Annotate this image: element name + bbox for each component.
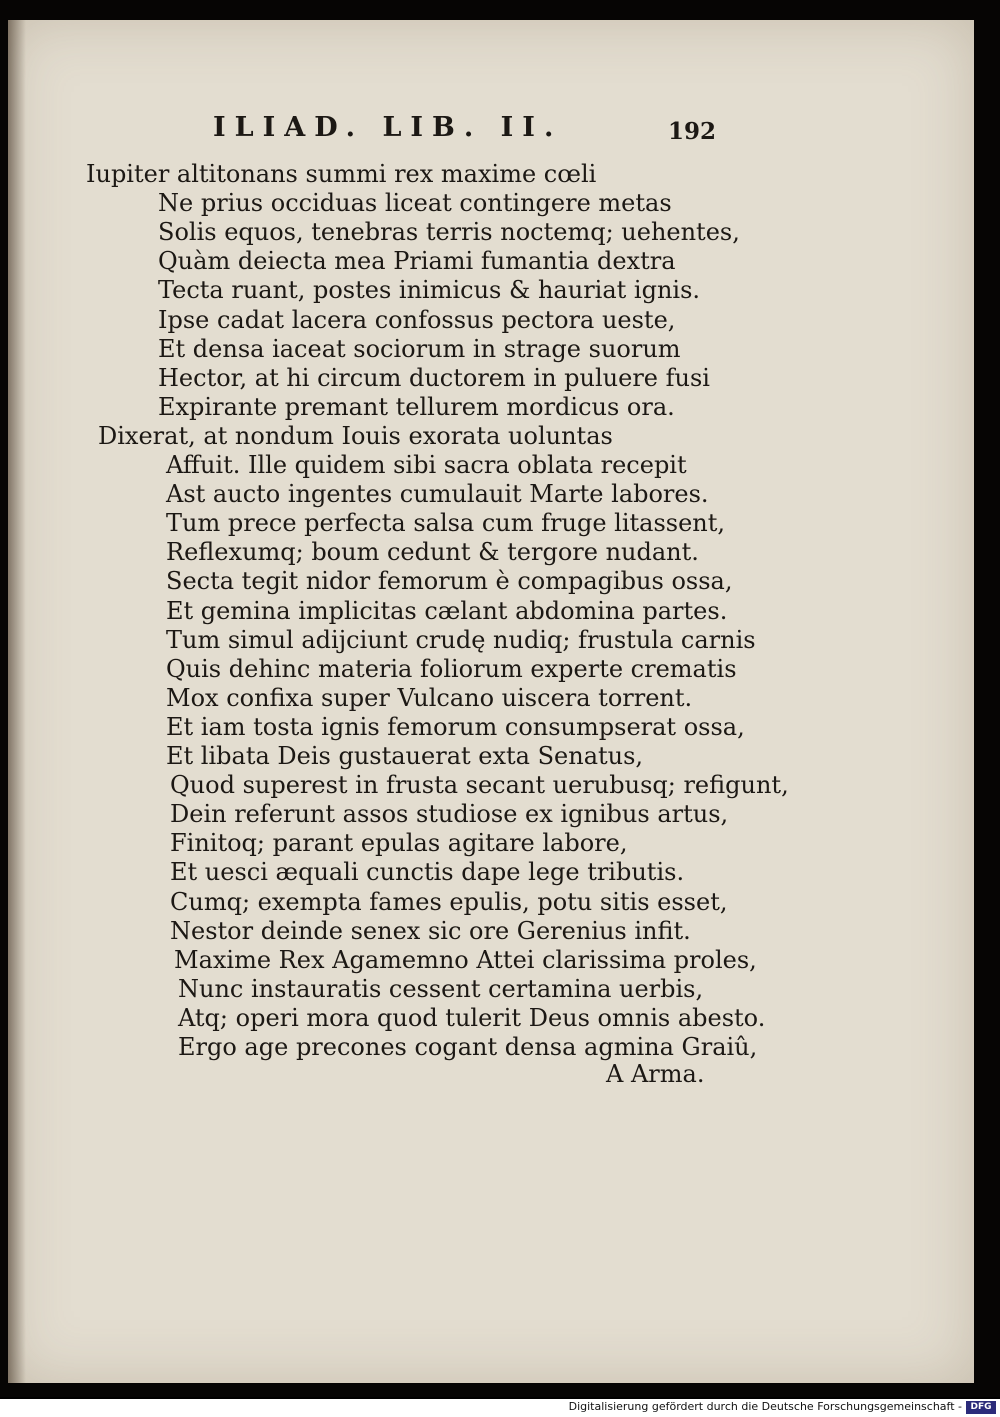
verse-line: Secta tegit nidor femorum è compagibus ossa, xyxy=(166,567,733,596)
page-number: 192 xyxy=(668,118,717,145)
verse-line: Et densa iaceat sociorum in strage suorum xyxy=(158,334,681,363)
verse-line: Affuit. Ille quidem sibi sacra oblata recepit xyxy=(166,451,687,479)
spine-shadow xyxy=(8,20,26,1383)
running-head: ILIAD. LIB. II. xyxy=(213,112,563,143)
verse-line: Quàm deiecta mea Priami fumantia dextra xyxy=(158,247,676,276)
verse-line: Quod superest in frusta secant uerubusq; refigunt, xyxy=(170,771,789,800)
verse-line: Et gemina implicitas cælant abdomina partes. xyxy=(166,596,728,625)
verse-line: Et libata Deis gustauerat exta Senatus, xyxy=(166,742,644,770)
verse-line: Ergo age precones cogant densa agmina Graiû, xyxy=(178,1033,758,1061)
verse-line: Dein referunt assos studiose ex ignibus artus, xyxy=(170,800,729,829)
verse-line: Maxime Rex Agamemno Attei clarissima proles, xyxy=(174,945,757,974)
verse-line: Finitoq; parant epulas agitare labore, xyxy=(170,829,628,858)
dfg-logo: DFG xyxy=(966,1401,996,1414)
verse-line: Tecta ruant, postes inimicus & hauriat ignis. xyxy=(158,276,701,305)
verse-line: Atq; operi mora quod tulerit Deus omnis abesto. xyxy=(178,1003,766,1032)
verse-line: Tum prece perfecta salsa cum fruge litassent, xyxy=(166,509,726,538)
digitization-footer xyxy=(0,1399,1000,1417)
verse-line: Ipse cadat lacera confossus pectora ueste, xyxy=(158,305,676,334)
verse-line: Hector, at hi circum ductorem in puluere fusi xyxy=(158,363,710,392)
verse-line: Ne prius occiduas liceat contingere metas xyxy=(158,189,672,218)
verse-line: Reflexumq; boum cedunt & tergore nudant. xyxy=(166,538,699,567)
funding-notice: Digitalisierung gefördert durch die Deutsche Forschungsgemeinschaft - xyxy=(568,1400,962,1413)
verse-line: Ast aucto ingentes cumulauit Marte labores. xyxy=(166,480,709,509)
verse-line: Iupiter altitonans summi rex maxime cœli xyxy=(86,160,597,188)
verse-line: Tum simul adijciunt crudę nudiq; frustula carnis xyxy=(166,625,756,654)
verse-line: Quis dehinc materia foliorum experte crematis xyxy=(166,654,737,683)
verse-line: Dixerat, at nondum Iouis exorata uoluntas xyxy=(98,421,613,450)
verse-line: Et iam tosta ignis femorum consumpserat ossa, xyxy=(166,712,745,741)
verse-line: Mox confixa super Vulcano uiscera torrent. xyxy=(166,683,693,712)
verse-line: Solis equos, tenebras terris noctemq; uehentes, xyxy=(158,218,740,247)
verse-line: Cumq; exempta fames epulis, potu sitis esset, xyxy=(170,887,728,916)
verse-line: Nestor deinde senex sic ore Gerenius infit. xyxy=(170,916,691,945)
verse-line: Expirante premant tellurem mordicus ora. xyxy=(158,392,675,421)
book-page xyxy=(8,20,974,1383)
verse-line: Nunc instauratis cessent certamina uerbis, xyxy=(178,974,704,1003)
verse-line: Et uesci æquali cunctis dape lege tributis. xyxy=(170,858,685,887)
catchword: A Arma. xyxy=(606,1060,705,1088)
